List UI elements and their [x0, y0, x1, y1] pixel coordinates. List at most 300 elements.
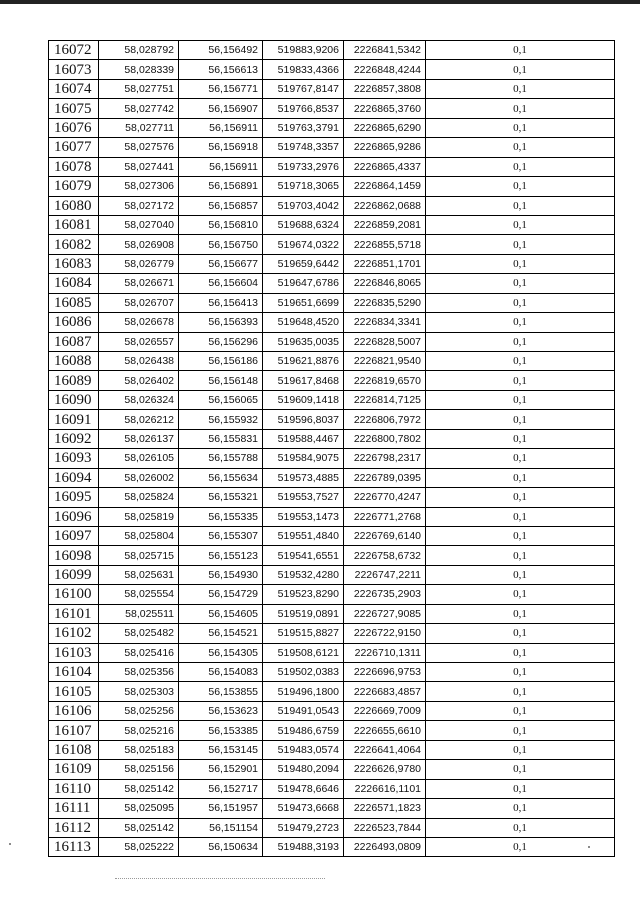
y-coordinate-cell: 2226641,4064 — [344, 740, 426, 759]
latitude-cell: 58,025715 — [99, 546, 179, 565]
longitude-cell: 56,153385 — [179, 721, 263, 740]
point-id-cell: 16108 — [49, 740, 99, 759]
y-coordinate-cell: 2226616,1101 — [344, 779, 426, 798]
latitude-cell: 58,025824 — [99, 488, 179, 507]
y-coordinate-cell: 2226798,2317 — [344, 449, 426, 468]
x-coordinate-cell: 519502,0383 — [263, 663, 344, 682]
accuracy-cell: 0,1 — [426, 837, 615, 856]
latitude-cell: 58,025631 — [99, 565, 179, 584]
x-coordinate-cell: 519647,6786 — [263, 274, 344, 293]
point-id-cell: 16102 — [49, 624, 99, 643]
longitude-cell: 56,156857 — [179, 196, 263, 215]
accuracy-cell: 0,1 — [426, 60, 615, 79]
y-coordinate-cell: 2226862,0688 — [344, 196, 426, 215]
x-coordinate-cell: 519473,6668 — [263, 799, 344, 818]
x-coordinate-cell: 519651,6699 — [263, 293, 344, 312]
x-coordinate-cell: 519478,6646 — [263, 779, 344, 798]
x-coordinate-cell: 519541,6551 — [263, 546, 344, 565]
point-id-cell: 16110 — [49, 779, 99, 798]
point-id-cell: 16101 — [49, 604, 99, 623]
point-id-cell: 16083 — [49, 254, 99, 273]
accuracy-cell: 0,1 — [426, 196, 615, 215]
table-row — [49, 352, 615, 371]
accuracy-cell: 0,1 — [426, 740, 615, 759]
longitude-cell: 56,153855 — [179, 682, 263, 701]
y-coordinate-cell: 2226819,6570 — [344, 371, 426, 390]
y-coordinate-cell: 2226859,2081 — [344, 215, 426, 234]
latitude-cell: 58,025416 — [99, 643, 179, 662]
table-row — [49, 313, 615, 332]
table-row — [49, 390, 615, 409]
table-row — [49, 99, 615, 118]
longitude-cell: 56,153623 — [179, 701, 263, 720]
accuracy-cell: 0,1 — [426, 138, 615, 157]
point-id-cell: 16096 — [49, 507, 99, 526]
x-coordinate-cell: 519596,8037 — [263, 410, 344, 429]
point-id-cell: 16082 — [49, 235, 99, 254]
longitude-cell: 56,155335 — [179, 507, 263, 526]
table-row — [49, 663, 615, 682]
point-id-cell: 16109 — [49, 760, 99, 779]
latitude-cell: 58,026678 — [99, 313, 179, 332]
y-coordinate-cell: 2226828,5007 — [344, 332, 426, 351]
y-coordinate-cell: 2226735,2903 — [344, 585, 426, 604]
top-border-rule — [0, 0, 640, 4]
longitude-cell: 56,155932 — [179, 410, 263, 429]
table-row — [49, 449, 615, 468]
accuracy-cell: 0,1 — [426, 507, 615, 526]
y-coordinate-cell: 2226626,9780 — [344, 760, 426, 779]
latitude-cell: 58,025222 — [99, 837, 179, 856]
coordinates-table — [48, 40, 615, 857]
table-row — [49, 507, 615, 526]
table-row — [49, 760, 615, 779]
accuracy-cell: 0,1 — [426, 721, 615, 740]
latitude-cell: 58,026438 — [99, 352, 179, 371]
latitude-cell: 58,026908 — [99, 235, 179, 254]
latitude-cell: 58,027441 — [99, 157, 179, 176]
longitude-cell: 56,156911 — [179, 157, 263, 176]
accuracy-cell: 0,1 — [426, 818, 615, 837]
longitude-cell: 56,152901 — [179, 760, 263, 779]
longitude-cell: 56,156907 — [179, 99, 263, 118]
accuracy-cell: 0,1 — [426, 99, 615, 118]
latitude-cell: 58,027711 — [99, 118, 179, 137]
y-coordinate-cell: 2226800,7802 — [344, 429, 426, 448]
point-id-cell: 16100 — [49, 585, 99, 604]
x-coordinate-cell: 519588,4467 — [263, 429, 344, 448]
longitude-cell: 56,156492 — [179, 41, 263, 60]
longitude-cell: 56,156677 — [179, 254, 263, 273]
y-coordinate-cell: 2226835,5290 — [344, 293, 426, 312]
accuracy-cell: 0,1 — [426, 604, 615, 623]
point-id-cell: 16077 — [49, 138, 99, 157]
point-id-cell: 16094 — [49, 468, 99, 487]
point-id-cell: 16111 — [49, 799, 99, 818]
latitude-cell: 58,026557 — [99, 332, 179, 351]
latitude-cell: 58,027742 — [99, 99, 179, 118]
x-coordinate-cell: 519584,9075 — [263, 449, 344, 468]
point-id-cell: 16113 — [49, 837, 99, 856]
x-coordinate-cell: 519496,1800 — [263, 682, 344, 701]
latitude-cell: 58,025256 — [99, 701, 179, 720]
y-coordinate-cell: 2226806,7972 — [344, 410, 426, 429]
table-row — [49, 157, 615, 176]
longitude-cell: 56,156148 — [179, 371, 263, 390]
latitude-cell: 58,025554 — [99, 585, 179, 604]
accuracy-cell: 0,1 — [426, 177, 615, 196]
point-id-cell: 16079 — [49, 177, 99, 196]
table-row — [49, 235, 615, 254]
longitude-cell: 56,152717 — [179, 779, 263, 798]
table-row — [49, 624, 615, 643]
table-row — [49, 332, 615, 351]
x-coordinate-cell: 519519,0891 — [263, 604, 344, 623]
y-coordinate-cell: 2226848,4244 — [344, 60, 426, 79]
longitude-cell: 56,156810 — [179, 215, 263, 234]
longitude-cell: 56,155307 — [179, 526, 263, 545]
x-coordinate-cell: 519766,8537 — [263, 99, 344, 118]
table-row — [49, 604, 615, 623]
point-id-cell: 16097 — [49, 526, 99, 545]
table-row — [49, 410, 615, 429]
y-coordinate-cell: 2226696,9753 — [344, 663, 426, 682]
point-id-cell: 16090 — [49, 390, 99, 409]
point-id-cell: 16087 — [49, 332, 99, 351]
table-row — [49, 274, 615, 293]
table-row — [49, 682, 615, 701]
table-row — [49, 429, 615, 448]
point-id-cell: 16078 — [49, 157, 99, 176]
table-row — [49, 468, 615, 487]
accuracy-cell: 0,1 — [426, 449, 615, 468]
x-coordinate-cell: 519674,0322 — [263, 235, 344, 254]
latitude-cell: 58,027306 — [99, 177, 179, 196]
latitude-cell: 58,026212 — [99, 410, 179, 429]
table-row — [49, 701, 615, 720]
point-id-cell: 16104 — [49, 663, 99, 682]
longitude-cell: 56,156186 — [179, 352, 263, 371]
y-coordinate-cell: 2226855,5718 — [344, 235, 426, 254]
accuracy-cell: 0,1 — [426, 682, 615, 701]
latitude-cell: 58,028339 — [99, 60, 179, 79]
latitude-cell: 58,026137 — [99, 429, 179, 448]
longitude-cell: 56,155634 — [179, 468, 263, 487]
table-row — [49, 41, 615, 60]
point-id-cell: 16085 — [49, 293, 99, 312]
point-id-cell: 16092 — [49, 429, 99, 448]
x-coordinate-cell: 519553,7527 — [263, 488, 344, 507]
table-row — [49, 196, 615, 215]
table-row — [49, 488, 615, 507]
latitude-cell: 58,027040 — [99, 215, 179, 234]
y-coordinate-cell: 2226769,6140 — [344, 526, 426, 545]
latitude-cell: 58,027172 — [99, 196, 179, 215]
table-row — [49, 371, 615, 390]
x-coordinate-cell: 519617,8468 — [263, 371, 344, 390]
point-id-cell: 16076 — [49, 118, 99, 137]
y-coordinate-cell: 2226523,7844 — [344, 818, 426, 837]
table-row — [49, 254, 615, 273]
longitude-cell: 56,156604 — [179, 274, 263, 293]
point-id-cell: 16103 — [49, 643, 99, 662]
point-id-cell: 16106 — [49, 701, 99, 720]
latitude-cell: 58,025183 — [99, 740, 179, 759]
y-coordinate-cell: 2226683,4857 — [344, 682, 426, 701]
x-coordinate-cell: 519767,8147 — [263, 79, 344, 98]
x-coordinate-cell: 519648,4520 — [263, 313, 344, 332]
table-row — [49, 79, 615, 98]
accuracy-cell: 0,1 — [426, 760, 615, 779]
y-coordinate-cell: 2226493,0809 — [344, 837, 426, 856]
table-row — [49, 118, 615, 137]
y-coordinate-cell: 2226821,9540 — [344, 352, 426, 371]
longitude-cell: 56,154729 — [179, 585, 263, 604]
point-id-cell: 16080 — [49, 196, 99, 215]
table-row — [49, 721, 615, 740]
point-id-cell: 16098 — [49, 546, 99, 565]
accuracy-cell: 0,1 — [426, 779, 615, 798]
table-row — [49, 643, 615, 662]
accuracy-cell: 0,1 — [426, 235, 615, 254]
x-coordinate-cell: 519718,3065 — [263, 177, 344, 196]
latitude-cell: 58,026779 — [99, 254, 179, 273]
latitude-cell: 58,025156 — [99, 760, 179, 779]
y-coordinate-cell: 2226865,3760 — [344, 99, 426, 118]
point-id-cell: 16086 — [49, 313, 99, 332]
x-coordinate-cell: 519491,0543 — [263, 701, 344, 720]
longitude-cell: 56,155321 — [179, 488, 263, 507]
accuracy-cell: 0,1 — [426, 468, 615, 487]
latitude-cell: 58,025095 — [99, 799, 179, 818]
latitude-cell: 58,025142 — [99, 818, 179, 837]
accuracy-cell: 0,1 — [426, 313, 615, 332]
longitude-cell: 56,156065 — [179, 390, 263, 409]
x-coordinate-cell: 519486,6759 — [263, 721, 344, 740]
longitude-cell: 56,156891 — [179, 177, 263, 196]
y-coordinate-cell: 2226571,1823 — [344, 799, 426, 818]
table-row — [49, 740, 615, 759]
y-coordinate-cell: 2226771,2768 — [344, 507, 426, 526]
latitude-cell: 58,025303 — [99, 682, 179, 701]
y-coordinate-cell: 2226851,1701 — [344, 254, 426, 273]
y-coordinate-cell: 2226710,1311 — [344, 643, 426, 662]
point-id-cell: 16089 — [49, 371, 99, 390]
longitude-cell: 56,150634 — [179, 837, 263, 856]
accuracy-cell: 0,1 — [426, 585, 615, 604]
scan-speck — [588, 846, 590, 848]
x-coordinate-cell: 519609,1418 — [263, 390, 344, 409]
longitude-cell: 56,155831 — [179, 429, 263, 448]
longitude-cell: 56,151957 — [179, 799, 263, 818]
y-coordinate-cell: 2226865,6290 — [344, 118, 426, 137]
latitude-cell: 58,025819 — [99, 507, 179, 526]
x-coordinate-cell: 519508,6121 — [263, 643, 344, 662]
x-coordinate-cell: 519883,9206 — [263, 41, 344, 60]
x-coordinate-cell: 519523,8290 — [263, 585, 344, 604]
table-row — [49, 138, 615, 157]
x-coordinate-cell: 519573,4885 — [263, 468, 344, 487]
point-id-cell: 16075 — [49, 99, 99, 118]
table-row — [49, 60, 615, 79]
x-coordinate-cell: 519621,8876 — [263, 352, 344, 371]
longitude-cell: 56,156413 — [179, 293, 263, 312]
table-row — [49, 546, 615, 565]
x-coordinate-cell: 519515,8827 — [263, 624, 344, 643]
latitude-cell: 58,027576 — [99, 138, 179, 157]
table-row — [49, 526, 615, 545]
y-coordinate-cell: 2226841,5342 — [344, 41, 426, 60]
point-id-cell: 16112 — [49, 818, 99, 837]
longitude-cell: 56,154930 — [179, 565, 263, 584]
footer-dotted-line — [115, 878, 325, 879]
latitude-cell: 58,025482 — [99, 624, 179, 643]
longitude-cell: 56,154083 — [179, 663, 263, 682]
y-coordinate-cell: 2226789,0395 — [344, 468, 426, 487]
point-id-cell: 16091 — [49, 410, 99, 429]
latitude-cell: 58,026324 — [99, 390, 179, 409]
accuracy-cell: 0,1 — [426, 390, 615, 409]
longitude-cell: 56,156296 — [179, 332, 263, 351]
longitude-cell: 56,156613 — [179, 60, 263, 79]
x-coordinate-cell: 519688,6324 — [263, 215, 344, 234]
accuracy-cell: 0,1 — [426, 546, 615, 565]
table-row — [49, 585, 615, 604]
longitude-cell: 56,156918 — [179, 138, 263, 157]
x-coordinate-cell: 519733,2976 — [263, 157, 344, 176]
latitude-cell: 58,025356 — [99, 663, 179, 682]
accuracy-cell: 0,1 — [426, 332, 615, 351]
x-coordinate-cell: 519532,4280 — [263, 565, 344, 584]
latitude-cell: 58,025804 — [99, 526, 179, 545]
accuracy-cell: 0,1 — [426, 663, 615, 682]
x-coordinate-cell: 519763,3791 — [263, 118, 344, 137]
accuracy-cell: 0,1 — [426, 41, 615, 60]
latitude-cell: 58,025216 — [99, 721, 179, 740]
longitude-cell: 56,151154 — [179, 818, 263, 837]
latitude-cell: 58,026707 — [99, 293, 179, 312]
point-id-cell: 16081 — [49, 215, 99, 234]
x-coordinate-cell: 519748,3357 — [263, 138, 344, 157]
accuracy-cell: 0,1 — [426, 701, 615, 720]
point-id-cell: 16074 — [49, 79, 99, 98]
x-coordinate-cell: 519479,2723 — [263, 818, 344, 837]
longitude-cell: 56,155123 — [179, 546, 263, 565]
table-row — [49, 293, 615, 312]
latitude-cell: 58,026002 — [99, 468, 179, 487]
longitude-cell: 56,156393 — [179, 313, 263, 332]
y-coordinate-cell: 2226669,7009 — [344, 701, 426, 720]
accuracy-cell: 0,1 — [426, 274, 615, 293]
accuracy-cell: 0,1 — [426, 118, 615, 137]
x-coordinate-cell: 519553,1473 — [263, 507, 344, 526]
longitude-cell: 56,155788 — [179, 449, 263, 468]
table-row — [49, 818, 615, 837]
accuracy-cell: 0,1 — [426, 254, 615, 273]
y-coordinate-cell: 2226655,6610 — [344, 721, 426, 740]
y-coordinate-cell: 2226865,9286 — [344, 138, 426, 157]
longitude-cell: 56,156750 — [179, 235, 263, 254]
latitude-cell: 58,026402 — [99, 371, 179, 390]
latitude-cell: 58,025511 — [99, 604, 179, 623]
y-coordinate-cell: 2226770,4247 — [344, 488, 426, 507]
accuracy-cell: 0,1 — [426, 429, 615, 448]
x-coordinate-cell: 519551,4840 — [263, 526, 344, 545]
point-id-cell: 16095 — [49, 488, 99, 507]
latitude-cell: 58,027751 — [99, 79, 179, 98]
accuracy-cell: 0,1 — [426, 565, 615, 584]
longitude-cell: 56,154605 — [179, 604, 263, 623]
point-id-cell: 16099 — [49, 565, 99, 584]
accuracy-cell: 0,1 — [426, 488, 615, 507]
accuracy-cell: 0,1 — [426, 79, 615, 98]
y-coordinate-cell: 2226846,8065 — [344, 274, 426, 293]
y-coordinate-cell: 2226727,9085 — [344, 604, 426, 623]
longitude-cell: 56,156911 — [179, 118, 263, 137]
y-coordinate-cell: 2226865,4337 — [344, 157, 426, 176]
x-coordinate-cell: 519659,6442 — [263, 254, 344, 273]
latitude-cell: 58,025142 — [99, 779, 179, 798]
table-row — [49, 837, 615, 856]
x-coordinate-cell: 519483,0574 — [263, 740, 344, 759]
accuracy-cell: 0,1 — [426, 215, 615, 234]
y-coordinate-cell: 2226747,2211 — [344, 565, 426, 584]
point-id-cell: 16084 — [49, 274, 99, 293]
y-coordinate-cell: 2226814,7125 — [344, 390, 426, 409]
y-coordinate-cell: 2226834,3341 — [344, 313, 426, 332]
point-id-cell: 16072 — [49, 41, 99, 60]
accuracy-cell: 0,1 — [426, 643, 615, 662]
point-id-cell: 16105 — [49, 682, 99, 701]
accuracy-cell: 0,1 — [426, 293, 615, 312]
x-coordinate-cell: 519833,4366 — [263, 60, 344, 79]
coordinates-table-body — [49, 41, 615, 857]
longitude-cell: 56,154305 — [179, 643, 263, 662]
accuracy-cell: 0,1 — [426, 624, 615, 643]
latitude-cell: 58,026105 — [99, 449, 179, 468]
table-row — [49, 565, 615, 584]
latitude-cell: 58,026671 — [99, 274, 179, 293]
x-coordinate-cell: 519703,4042 — [263, 196, 344, 215]
scan-speck — [9, 843, 11, 845]
accuracy-cell: 0,1 — [426, 371, 615, 390]
x-coordinate-cell: 519480,2094 — [263, 760, 344, 779]
accuracy-cell: 0,1 — [426, 799, 615, 818]
x-coordinate-cell: 519488,3193 — [263, 837, 344, 856]
y-coordinate-cell: 2226758,6732 — [344, 546, 426, 565]
point-id-cell: 16088 — [49, 352, 99, 371]
table-row — [49, 177, 615, 196]
x-coordinate-cell: 519635,0035 — [263, 332, 344, 351]
point-id-cell: 16107 — [49, 721, 99, 740]
y-coordinate-cell: 2226722,9150 — [344, 624, 426, 643]
longitude-cell: 56,156771 — [179, 79, 263, 98]
accuracy-cell: 0,1 — [426, 526, 615, 545]
latitude-cell: 58,028792 — [99, 41, 179, 60]
longitude-cell: 56,154521 — [179, 624, 263, 643]
y-coordinate-cell: 2226857,3808 — [344, 79, 426, 98]
accuracy-cell: 0,1 — [426, 157, 615, 176]
point-id-cell: 16093 — [49, 449, 99, 468]
table-row — [49, 779, 615, 798]
table-row — [49, 799, 615, 818]
accuracy-cell: 0,1 — [426, 410, 615, 429]
accuracy-cell: 0,1 — [426, 352, 615, 371]
table-row — [49, 215, 615, 234]
longitude-cell: 56,153145 — [179, 740, 263, 759]
point-id-cell: 16073 — [49, 60, 99, 79]
y-coordinate-cell: 2226864,1459 — [344, 177, 426, 196]
